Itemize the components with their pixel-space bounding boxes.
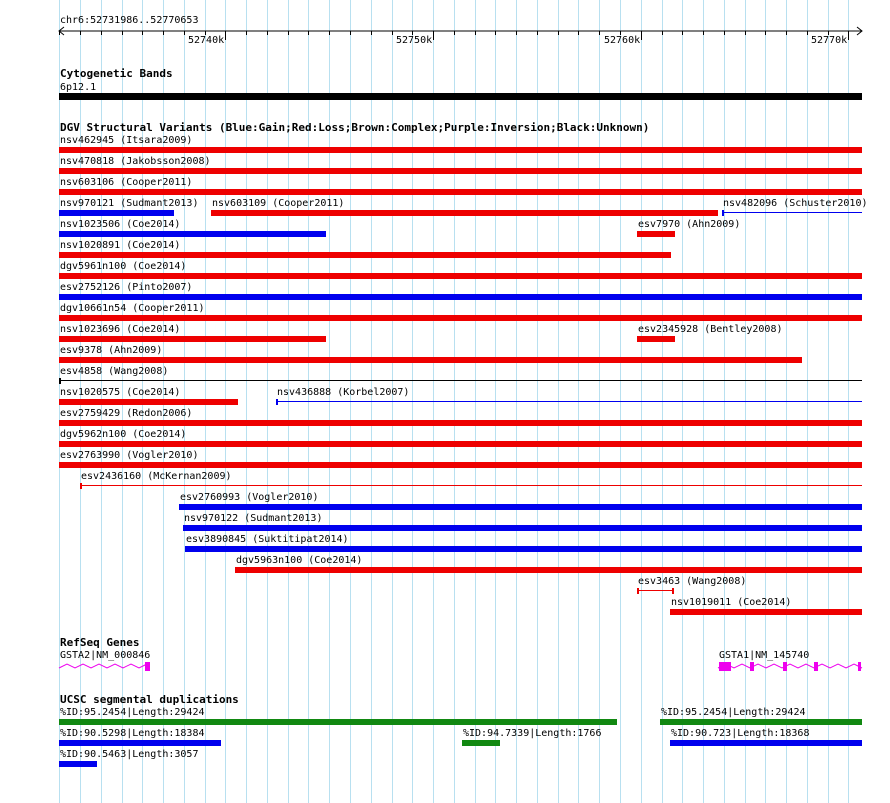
dgv-variant-bar[interactable] [211, 210, 718, 216]
dgv-variant-label: nsv1023506 (Coe2014) [60, 219, 181, 230]
dgv-variant-bar[interactable] [59, 168, 862, 174]
dgv-variant-label: nsv470818 (Jakobsson2008) [60, 156, 211, 167]
dgv-variant-bar[interactable] [722, 212, 862, 213]
dgv-variant-end-cap [80, 483, 82, 489]
ruler-tick-label: 52740k [188, 35, 225, 46]
refseq-exon [719, 662, 731, 671]
dgv-variant-bar[interactable] [276, 401, 862, 402]
refseq-intron-line [59, 664, 147, 668]
cytoband-bar[interactable] [59, 93, 862, 100]
dgv-variant-bar[interactable] [59, 231, 326, 237]
dgv-variant-label: nsv1023696 (Coe2014) [60, 324, 181, 335]
segdup-label: %ID:90.723|Length:18368 [671, 728, 810, 739]
dgv-variant-bar[interactable] [59, 420, 862, 426]
dgv-variant-bar[interactable] [59, 252, 671, 258]
dgv-variant-label: nsv462945 (Itsara2009) [60, 135, 193, 146]
dgv-variant-bar[interactable] [185, 546, 862, 552]
dgv-variant-label: esv3890845 (Suktitipat2014) [186, 534, 349, 545]
dgv-variant-bar[interactable] [637, 590, 674, 591]
ruler-tick-label: 52750k [396, 35, 433, 46]
dgv-variant-bar[interactable] [59, 294, 862, 300]
dgv-variant-bar[interactable] [59, 399, 238, 405]
dgv-variant-label: esv2436160 (McKernan2009) [81, 471, 232, 482]
dgv-variant-bar[interactable] [59, 147, 862, 153]
dgv-variant-bar[interactable] [59, 336, 326, 342]
dgv-variant-bar[interactable] [59, 315, 862, 321]
dgv-variant-bar[interactable] [59, 441, 862, 447]
dgv-variant-label: nsv436888 (Korbel2007) [277, 387, 410, 398]
dgv-variant-label: nsv1019011 (Coe2014) [671, 597, 792, 608]
segdup-bar[interactable] [462, 740, 500, 746]
dgv-variant-bar[interactable] [637, 231, 675, 237]
ruler-tick-label: 52770k [811, 35, 848, 46]
cytoband-label: 6p12.1 [60, 82, 97, 93]
dgv-variant-label: esv2345928 (Bentley2008) [638, 324, 783, 335]
segdup-bar[interactable] [59, 740, 221, 746]
dgv-variant-bar[interactable] [637, 336, 675, 342]
refseq-exon [750, 662, 754, 671]
cytoband-track-title[interactable]: Cytogenetic Bands [60, 67, 173, 80]
dgv-variant-label: nsv1020575 (Coe2014) [60, 387, 181, 398]
dgv-variant-label: esv2760993 (Vogler2010) [180, 492, 319, 503]
dgv-variant-label: esv9378 (Ahn2009) [60, 345, 163, 356]
segdup-label: %ID:95.2454|Length:29424 [661, 707, 806, 718]
refseq-gene-label: GSTA2|NM_000846 [60, 650, 151, 661]
dgv-variant-bar[interactable] [59, 380, 862, 381]
segdup-bar[interactable] [670, 740, 862, 746]
segdup-label: %ID:94.7339|Length:1766 [463, 728, 602, 739]
dgv-variant-label: esv7970 (Ahn2009) [638, 219, 741, 230]
dgv-variant-bar[interactable] [59, 210, 174, 216]
dgv-variant-label: nsv970121 (Sudmant2013) [60, 198, 199, 209]
dgv-variant-label: nsv482096 (Schuster2010) [723, 198, 868, 209]
dgv-variant-label: nsv603106 (Cooper2011) [60, 177, 193, 188]
dgv-variant-label: nsv1020891 (Coe2014) [60, 240, 181, 251]
dgv-variant-label: dgv5963n100 (Coe2014) [236, 555, 363, 566]
segdup-label: %ID:90.5298|Length:18384 [60, 728, 205, 739]
dgv-variant-end-cap [672, 588, 674, 594]
dgv-variant-label: dgv5961n100 (Coe2014) [60, 261, 187, 272]
dgv-variant-bar[interactable] [670, 609, 862, 615]
dgv-variant-bar[interactable] [179, 504, 862, 510]
dgv-variant-label: nsv603109 (Cooper2011) [212, 198, 345, 209]
dgv-variant-bar[interactable] [235, 567, 862, 573]
dgv-variant-end-cap [276, 399, 278, 405]
ruler-tick-label: 52760k [604, 35, 641, 46]
dgv-variant-bar[interactable] [80, 485, 862, 486]
refseq-intron-line [718, 664, 862, 668]
dgv-variant-label: dgv10661n54 (Cooper2011) [60, 303, 205, 314]
dgv-variant-label: dgv5962n100 (Coe2014) [60, 429, 187, 440]
segdup-bar[interactable] [59, 761, 97, 767]
dgv-variant-label: esv2752126 (Pinto2007) [60, 282, 193, 293]
refseq-exon [814, 662, 818, 671]
dgv-variant-label: esv2759429 (Redon2006) [60, 408, 193, 419]
dgv-variant-end-cap [722, 210, 724, 216]
segdup-label: %ID:95.2454|Length:29424 [60, 707, 205, 718]
dgv-variant-label: esv2763990 (Vogler2010) [60, 450, 199, 461]
dgv-track-title[interactable]: DGV Structural Variants (Blue:Gain;Red:Loss;Brown:Complex;Purple:Inversion;Black:Unknown) [60, 121, 650, 134]
refseq-exon [145, 662, 150, 671]
segdup-track-title[interactable]: UCSC segmental duplications [60, 693, 239, 706]
segdup-bar[interactable] [660, 719, 862, 725]
dgv-variant-label: esv4858 (Wang2008) [60, 366, 169, 377]
refseq-track-title[interactable]: RefSeq Genes [60, 636, 140, 649]
position-label: chr6:52731986..52770653 [60, 15, 199, 26]
segdup-bar[interactable] [59, 719, 617, 725]
dgv-variant-bar[interactable] [59, 462, 862, 468]
refseq-exon [858, 662, 861, 671]
refseq-gene-label: GSTA1|NM_145740 [719, 650, 810, 661]
dgv-variant-label: nsv970122 (Sudmant2013) [184, 513, 323, 524]
dgv-variant-bar[interactable] [59, 273, 862, 279]
dgv-variant-bar[interactable] [59, 189, 862, 195]
dgv-variant-label: esv3463 (Wang2008) [638, 576, 747, 587]
dgv-variant-bar[interactable] [183, 525, 862, 531]
dgv-variant-end-cap [637, 588, 639, 594]
ruler[interactable] [0, 0, 890, 50]
dgv-variant-bar[interactable] [59, 357, 802, 363]
segdup-label: %ID:90.5463|Length:3057 [60, 749, 199, 760]
dgv-variant-end-cap [59, 378, 61, 384]
